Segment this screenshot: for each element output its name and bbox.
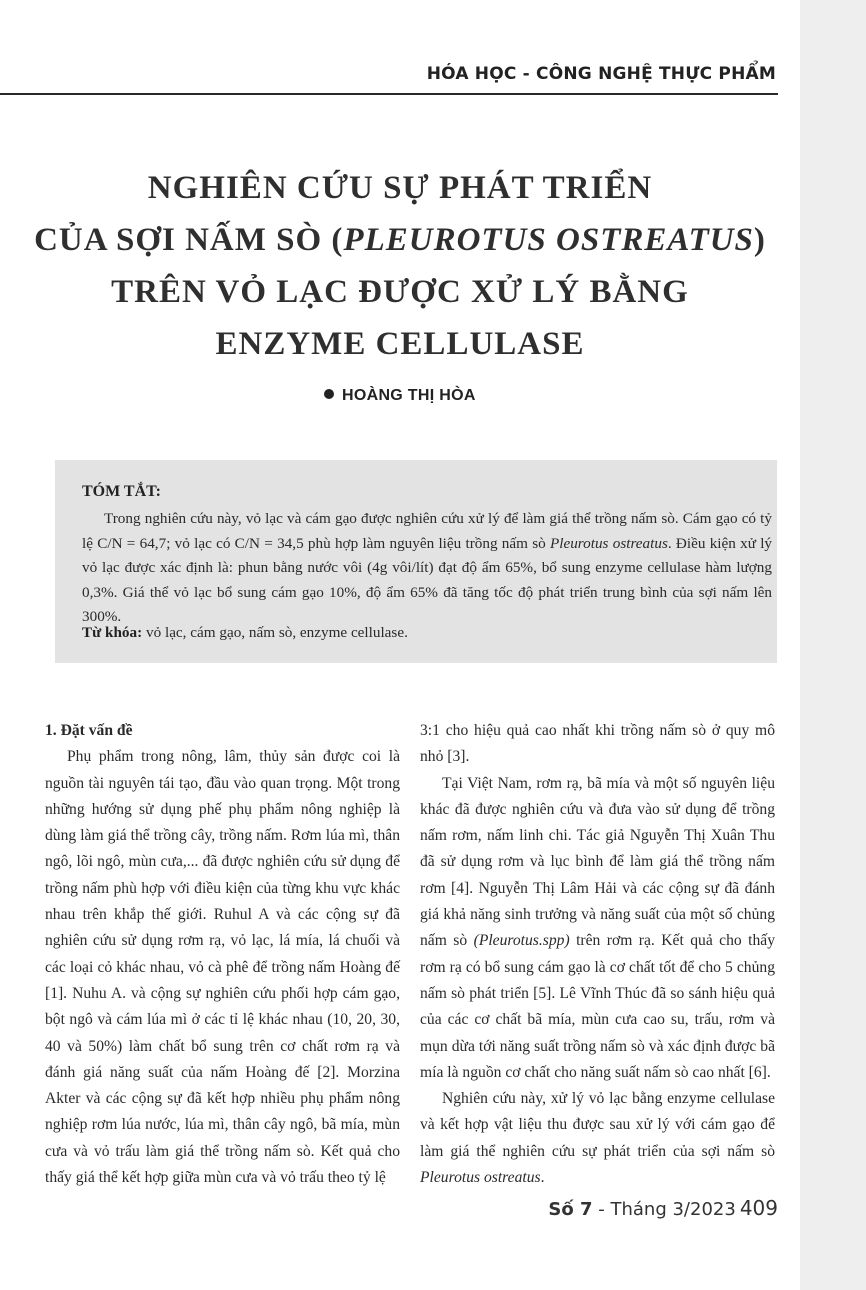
abstract-text-part1: Trong nghiên cứu này, vỏ lạc và cám gạo được nghiên cứu xử lý để làm giá thể trồng nấm sò. Cám gạo có tỷ lệ C/N = 64,7; vỏ lạc có C/N = 34,5 phù hợp làm nguyên liệu trồng nấm sò	[82, 510, 772, 552]
body-paragraph-continued: 3:1 cho hiệu quả cao nhất khi trồng nấm sò ở quy mô nhỏ [3].	[420, 722, 775, 766]
issue-number: Số 7	[548, 1199, 593, 1220]
title-line-4: ENZYME CELLULASE	[215, 326, 585, 362]
body-paragraph	[420, 1086, 775, 1191]
paragraph-part: .	[540, 1169, 545, 1187]
keywords	[82, 624, 408, 642]
body-column-left	[45, 718, 400, 1191]
paragraph-part: Tại Việt Nam, rơm rạ, bã mía và một số nguyên liệu khác đã được nghiên cứu và đưa vào sử dụng để trồng nấm rơm, nấm linh chi. Tác giả Nguyễn Thị Xuân Thu đã sử dụng rơm và lục bình để làm giá thể trồng nấm rơm [4]. Nguyễn Thị Lâm Hải và các cộng sự đã đánh giá khả năng sinh trưởng và năng suất của một số chủng nấm sò	[420, 774, 775, 950]
author-name: HOÀNG THỊ HÒA	[342, 387, 476, 404]
page-footer	[548, 1196, 778, 1220]
page-number: 409	[739, 1196, 778, 1220]
bullet-dot-icon	[324, 389, 334, 399]
species-name: (Pleurotus.spp)	[473, 932, 570, 950]
body-paragraph: Phụ phẩm trong nông, lâm, thủy sản được coi là nguồn tài nguyên tái tạo, đầu vào quan trọng. Một trong những hướng sử dụng phế phụ phẩm nông nghiệp là dùng làm giá thể trồng cây, trồng nấm. Rơm lúa mì, thân ngô, lõi ngô, mùn cưa,... đã được nghiên cứu sử dụng để trồng nấm phù hợp với điều kiện của từng khu vực khác nhau trên khắp thế giới. Ruhul A và các cộng sự đã nghiên cứu sử dụng rơm rạ, vỏ lạc, lá mía, lá chuối và các loại cỏ khác nhau, vỏ cà phê để trồng nấm Hoàng đế [1]. Nuhu A. và cộng sự nghiên cứu phối hợp cám gạo, bột ngô và cám lúa mì ở các tỉ lệ khác nhau (10, 20, 30, 40 và 50%) làm chất bổ sung trên cơ chất rơm rạ và đánh giá năng suất của nấm Hoàng đế [2]. Morzina Akter và các cộng sự đã kết hợp nhiều phụ phẩm nông nghiệp rơm lúa nước, lúa mì, thân cây ngô, bã mía, mùn cưa và vỏ trấu làm giá thể trồng nấm sò. Kết quả cho thấy giá thể kết hợp giữa mùn cưa và vỏ trấu theo tỷ lệ	[45, 748, 400, 1187]
header-rule	[0, 93, 778, 95]
body-paragraph	[420, 771, 775, 1087]
title-line-2-pre: CỦA SỢI NẤM SÒ (	[34, 222, 344, 258]
title-line-3: TRÊN VỎ LẠC ĐƯỢC XỬ LÝ BẰNG	[111, 274, 689, 310]
issue-date: - Tháng 3/2023	[592, 1199, 736, 1220]
paragraph-part: trên rơm rạ. Kết quả cho thấy rơm rạ có bổ sung cám gạo là cơ chất tốt để cho 5 chủng nấm sò phát triển [5]. Lê Vĩnh Thúc đã so sánh hiệu quả của các cơ chất bã mía, mùn cưa cao su, trấu, rơm và mụn dừa tới năng suất trồng nấm sò và xác định được bã mía là nguồn cơ chất cho năng suất nấm sò cao nhất [6].	[420, 932, 775, 1081]
paragraph-part: Nghiên cứu này, xử lý vỏ lạc bằng enzyme cellulase và kết hợp vật liệu thu được sau xử lý với cám gạo để làm giá thể nghiên cứu sự phát triển của sợi nấm sò	[420, 1090, 775, 1160]
author-line	[324, 387, 476, 405]
title-line-2	[0, 214, 800, 266]
abstract-heading: TÓM TẮT:	[82, 483, 161, 500]
keywords-list: vỏ lạc, cám gạo, nấm sò, enzyme cellulase.	[142, 624, 408, 641]
abstract-text-part2: . Điều kiện xử lý vỏ lạc được xác định là: phun bằng nước vôi (4g vôi/lít) đạt độ ẩm 65%, bổ sung enzyme cellulase hàm lượng 0,3%. Giá thể vỏ lạc bổ sung cám gạo 10%, độ ẩm 65% đã tăng tốc độ phát triển trung bình của sợi nấm lên 300%.	[82, 534, 773, 625]
abstract-species-name: Pleurotus ostreatus	[549, 534, 668, 552]
journal-section-header: HÓA HỌC - CÔNG NGHỆ THỰC PHẨM	[426, 64, 776, 84]
title-species-name: PLEUROTUS OSTREATUS	[343, 222, 754, 258]
title-line-1: NGHIÊN CỨU SỰ PHÁT TRIỂN	[147, 170, 653, 206]
keywords-label: Từ khóa:	[82, 624, 143, 641]
section-heading: 1. Đặt vấn đề	[45, 722, 133, 739]
abstract-text	[82, 507, 772, 630]
article-title	[0, 162, 800, 370]
page-edge-strip	[800, 0, 866, 1290]
body-column-right	[420, 718, 775, 1191]
title-line-2-post: )	[753, 222, 766, 258]
species-name: Pleurotus ostreatus	[420, 1169, 541, 1187]
